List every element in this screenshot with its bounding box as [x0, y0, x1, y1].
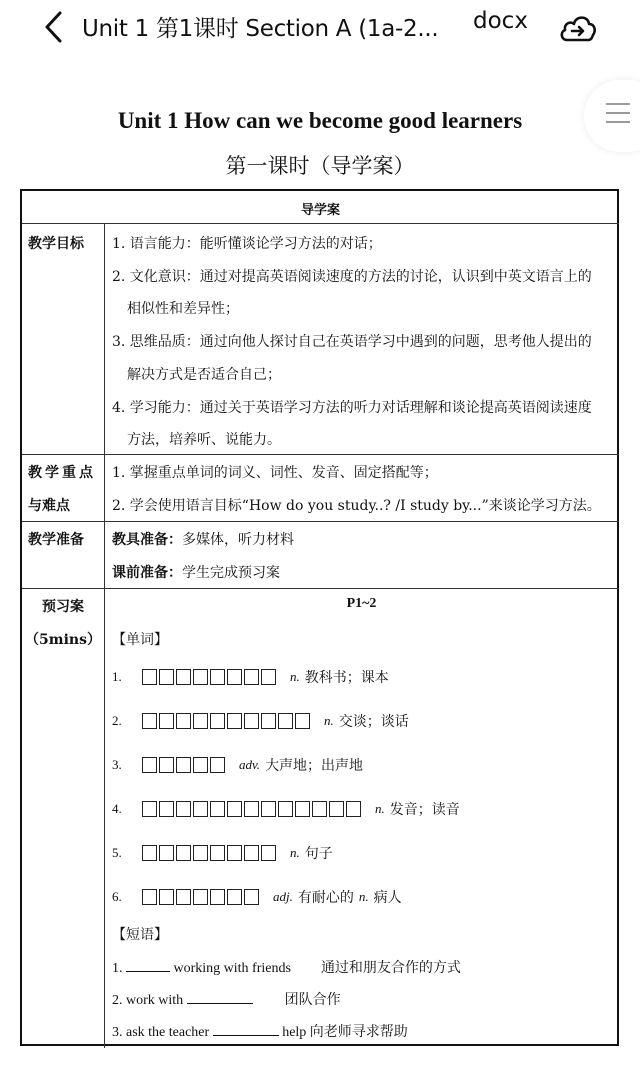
back-button[interactable] — [40, 10, 70, 44]
letter-boxes[interactable] — [142, 669, 276, 685]
phrase-text: 1. — [112, 961, 126, 976]
vocab-item — [112, 666, 389, 688]
vocab-meaning: 发音；读音 — [389, 803, 460, 818]
table-header-row — [22, 191, 619, 224]
letter-box[interactable] — [244, 845, 259, 861]
vocab-number: 6. — [112, 889, 122, 904]
phrase-text: help — [278, 1025, 307, 1040]
phrase-item — [112, 957, 461, 977]
part-of-speech: n. — [290, 845, 300, 860]
preparation-item — [112, 529, 294, 549]
vocab-item — [112, 886, 402, 908]
phrase-item — [112, 989, 341, 1009]
preparation-item-label: 教具准备： — [112, 532, 182, 548]
letter-boxes[interactable] — [142, 845, 276, 861]
vocab-meaning: 有耐心的 — [297, 891, 354, 906]
preparation-row — [22, 521, 619, 589]
vocab-meaning: 大声地；出声地 — [265, 759, 364, 774]
vocab-number: 2. — [112, 713, 122, 728]
vocab-number: 5. — [112, 845, 122, 860]
letter-box[interactable] — [193, 801, 208, 817]
letter-box[interactable] — [210, 889, 225, 905]
letter-box[interactable] — [261, 713, 276, 729]
objective-line: 2. 文化意识：通过对提高英语阅读速度的方法的讨论，认识到中英文语言上的 — [112, 269, 592, 285]
letter-box[interactable] — [227, 669, 242, 685]
letter-box[interactable] — [142, 845, 157, 861]
letter-box[interactable] — [295, 801, 310, 817]
letter-box[interactable] — [142, 713, 157, 729]
objective-line: 解决方式是否适合自己； — [127, 367, 281, 383]
preview-label: 预习案 — [42, 599, 84, 615]
letter-box[interactable] — [346, 801, 361, 817]
letter-box[interactable] — [159, 757, 174, 773]
letter-box[interactable] — [227, 889, 242, 905]
letter-box[interactable] — [261, 801, 276, 817]
preview-duration: （5mins） — [25, 632, 101, 648]
menu-icon-line — [606, 103, 630, 105]
part-of-speech: n. — [358, 889, 369, 904]
letter-box[interactable] — [278, 713, 293, 729]
letter-boxes[interactable] — [142, 757, 225, 773]
letter-box[interactable] — [312, 801, 327, 817]
lesson-plan-table — [20, 189, 619, 1046]
objective-line: 相似性和差异性； — [127, 301, 239, 317]
letter-box[interactable] — [142, 757, 157, 773]
objective-line: 1. 语言能力：能听懂谈论学习方法的对话； — [112, 236, 382, 252]
vocab-item — [112, 710, 409, 732]
preparation-label: 教学准备 — [28, 532, 84, 548]
letter-box[interactable] — [329, 801, 344, 817]
preview-row — [22, 588, 619, 1046]
phrase-text: 2. work with — [112, 993, 187, 1008]
key-points-row — [22, 454, 619, 522]
vocab-meaning: 病人 — [373, 891, 402, 906]
part-of-speech: n. — [290, 669, 300, 684]
preparation-item-text: 多媒体，听力材料 — [182, 532, 294, 548]
letter-box[interactable] — [210, 757, 225, 773]
letter-box[interactable] — [176, 801, 191, 817]
objective-line: 3. 思维品质：通过向他人探讨自己在英语学习中遇到的问题，思考他人提出的 — [112, 334, 592, 350]
document-subheading: 第一课时（导学案） — [225, 154, 415, 178]
letter-box[interactable] — [142, 801, 157, 817]
letter-box[interactable] — [244, 669, 259, 685]
letter-box[interactable] — [295, 713, 310, 729]
cloud-upload-button[interactable] — [558, 10, 598, 44]
vocab-meaning: 句子 — [304, 847, 333, 862]
vocab-meaning: 交谈；谈话 — [338, 715, 409, 730]
part-of-speech: n. — [324, 713, 334, 728]
phrase-text: working with friends — [170, 961, 291, 976]
letter-box[interactable] — [261, 845, 276, 861]
key-point-line: 1. 掌握重点单词的词义、词性、发音、固定搭配等； — [112, 465, 438, 481]
letter-box[interactable] — [210, 845, 225, 861]
objectives-row — [22, 223, 619, 455]
letter-box[interactable] — [227, 845, 242, 861]
vocab-heading: 【单词】 — [112, 632, 168, 648]
letter-box[interactable] — [193, 757, 208, 773]
phrase-heading: 【短语】 — [112, 927, 168, 943]
letter-box[interactable] — [176, 669, 191, 685]
letter-box[interactable] — [176, 757, 191, 773]
document-title: Unit 1 第1课时 Section A (1a-2... — [82, 16, 439, 42]
letter-box[interactable] — [210, 669, 225, 685]
vocab-number: 4. — [112, 801, 122, 816]
letter-box[interactable] — [261, 669, 276, 685]
preparation-item — [112, 562, 280, 582]
objectives-label: 教学目标 — [28, 236, 84, 252]
vocab-item — [112, 842, 333, 864]
table-header: 导学案 — [300, 203, 340, 218]
letter-box[interactable] — [193, 845, 208, 861]
letter-box[interactable] — [159, 845, 174, 861]
letter-boxes[interactable] — [142, 801, 361, 817]
phrase-meaning: 通过和朋友合作的方式 — [320, 961, 461, 976]
letter-box[interactable] — [142, 889, 157, 905]
preparation-item-text: 学生完成预习案 — [182, 565, 280, 581]
key-point-line: 2. 学会使用语言目标“How do you study..? /I study by...”来谈论学习方法。 — [112, 498, 601, 514]
letter-box[interactable] — [244, 801, 259, 817]
key-points-label: 教学重点 — [28, 465, 96, 481]
letter-box[interactable] — [159, 889, 174, 905]
letter-box[interactable] — [227, 801, 242, 817]
key-points-label-2: 与难点 — [28, 498, 70, 514]
vocab-item — [112, 754, 363, 776]
vocab-number: 1. — [112, 669, 122, 684]
phrase-blank[interactable] — [126, 959, 170, 972]
letter-box[interactable] — [193, 669, 208, 685]
letter-box[interactable] — [278, 801, 293, 817]
objective-line: 4. 学习能力：通过关于英语学习方法的听力对话理解和谈论提高英语阅读速度 — [112, 400, 592, 416]
letter-box[interactable] — [159, 713, 174, 729]
letter-box[interactable] — [193, 713, 208, 729]
phrase-blank[interactable] — [213, 1023, 279, 1036]
letter-box[interactable] — [159, 669, 174, 685]
letter-boxes[interactable] — [142, 889, 259, 905]
document-extension: docx — [473, 8, 528, 34]
letter-box[interactable] — [193, 889, 208, 905]
cloud-share-icon — [558, 10, 598, 44]
letter-boxes[interactable] — [142, 713, 310, 729]
preparation-item-label: 课前准备： — [112, 565, 182, 581]
objective-line: 方法，培养听、说能力。 — [127, 432, 281, 448]
letter-box[interactable] — [159, 801, 174, 817]
preview-pages: P1~2 — [346, 596, 377, 611]
vocab-number: 3. — [112, 757, 122, 772]
letter-box[interactable] — [142, 669, 157, 685]
phrase-text: 3. ask the teacher — [112, 1025, 213, 1040]
letter-box[interactable] — [176, 845, 191, 861]
vocab-meaning: 教科书；课本 — [304, 671, 389, 686]
document-heading: Unit 1 How can we become good learners — [117, 108, 523, 133]
top-bar — [0, 0, 640, 56]
part-of-speech: n. — [375, 801, 385, 816]
letter-box[interactable] — [244, 889, 259, 905]
phrase-meaning: 向老师寻求帮助 — [309, 1025, 408, 1040]
phrase-meaning: 团队合作 — [284, 993, 341, 1008]
letter-box[interactable] — [244, 713, 259, 729]
letter-box[interactable] — [176, 713, 191, 729]
phrase-item — [112, 1021, 408, 1041]
phrase-blank[interactable] — [187, 991, 253, 1004]
part-of-speech: adj. — [273, 889, 293, 904]
vocab-item — [112, 798, 460, 820]
letter-box[interactable] — [210, 801, 225, 817]
letter-box[interactable] — [176, 889, 191, 905]
chevron-left-icon — [40, 10, 70, 44]
letter-box[interactable] — [210, 713, 225, 729]
part-of-speech: adv. — [239, 757, 261, 772]
letter-box[interactable] — [227, 713, 242, 729]
